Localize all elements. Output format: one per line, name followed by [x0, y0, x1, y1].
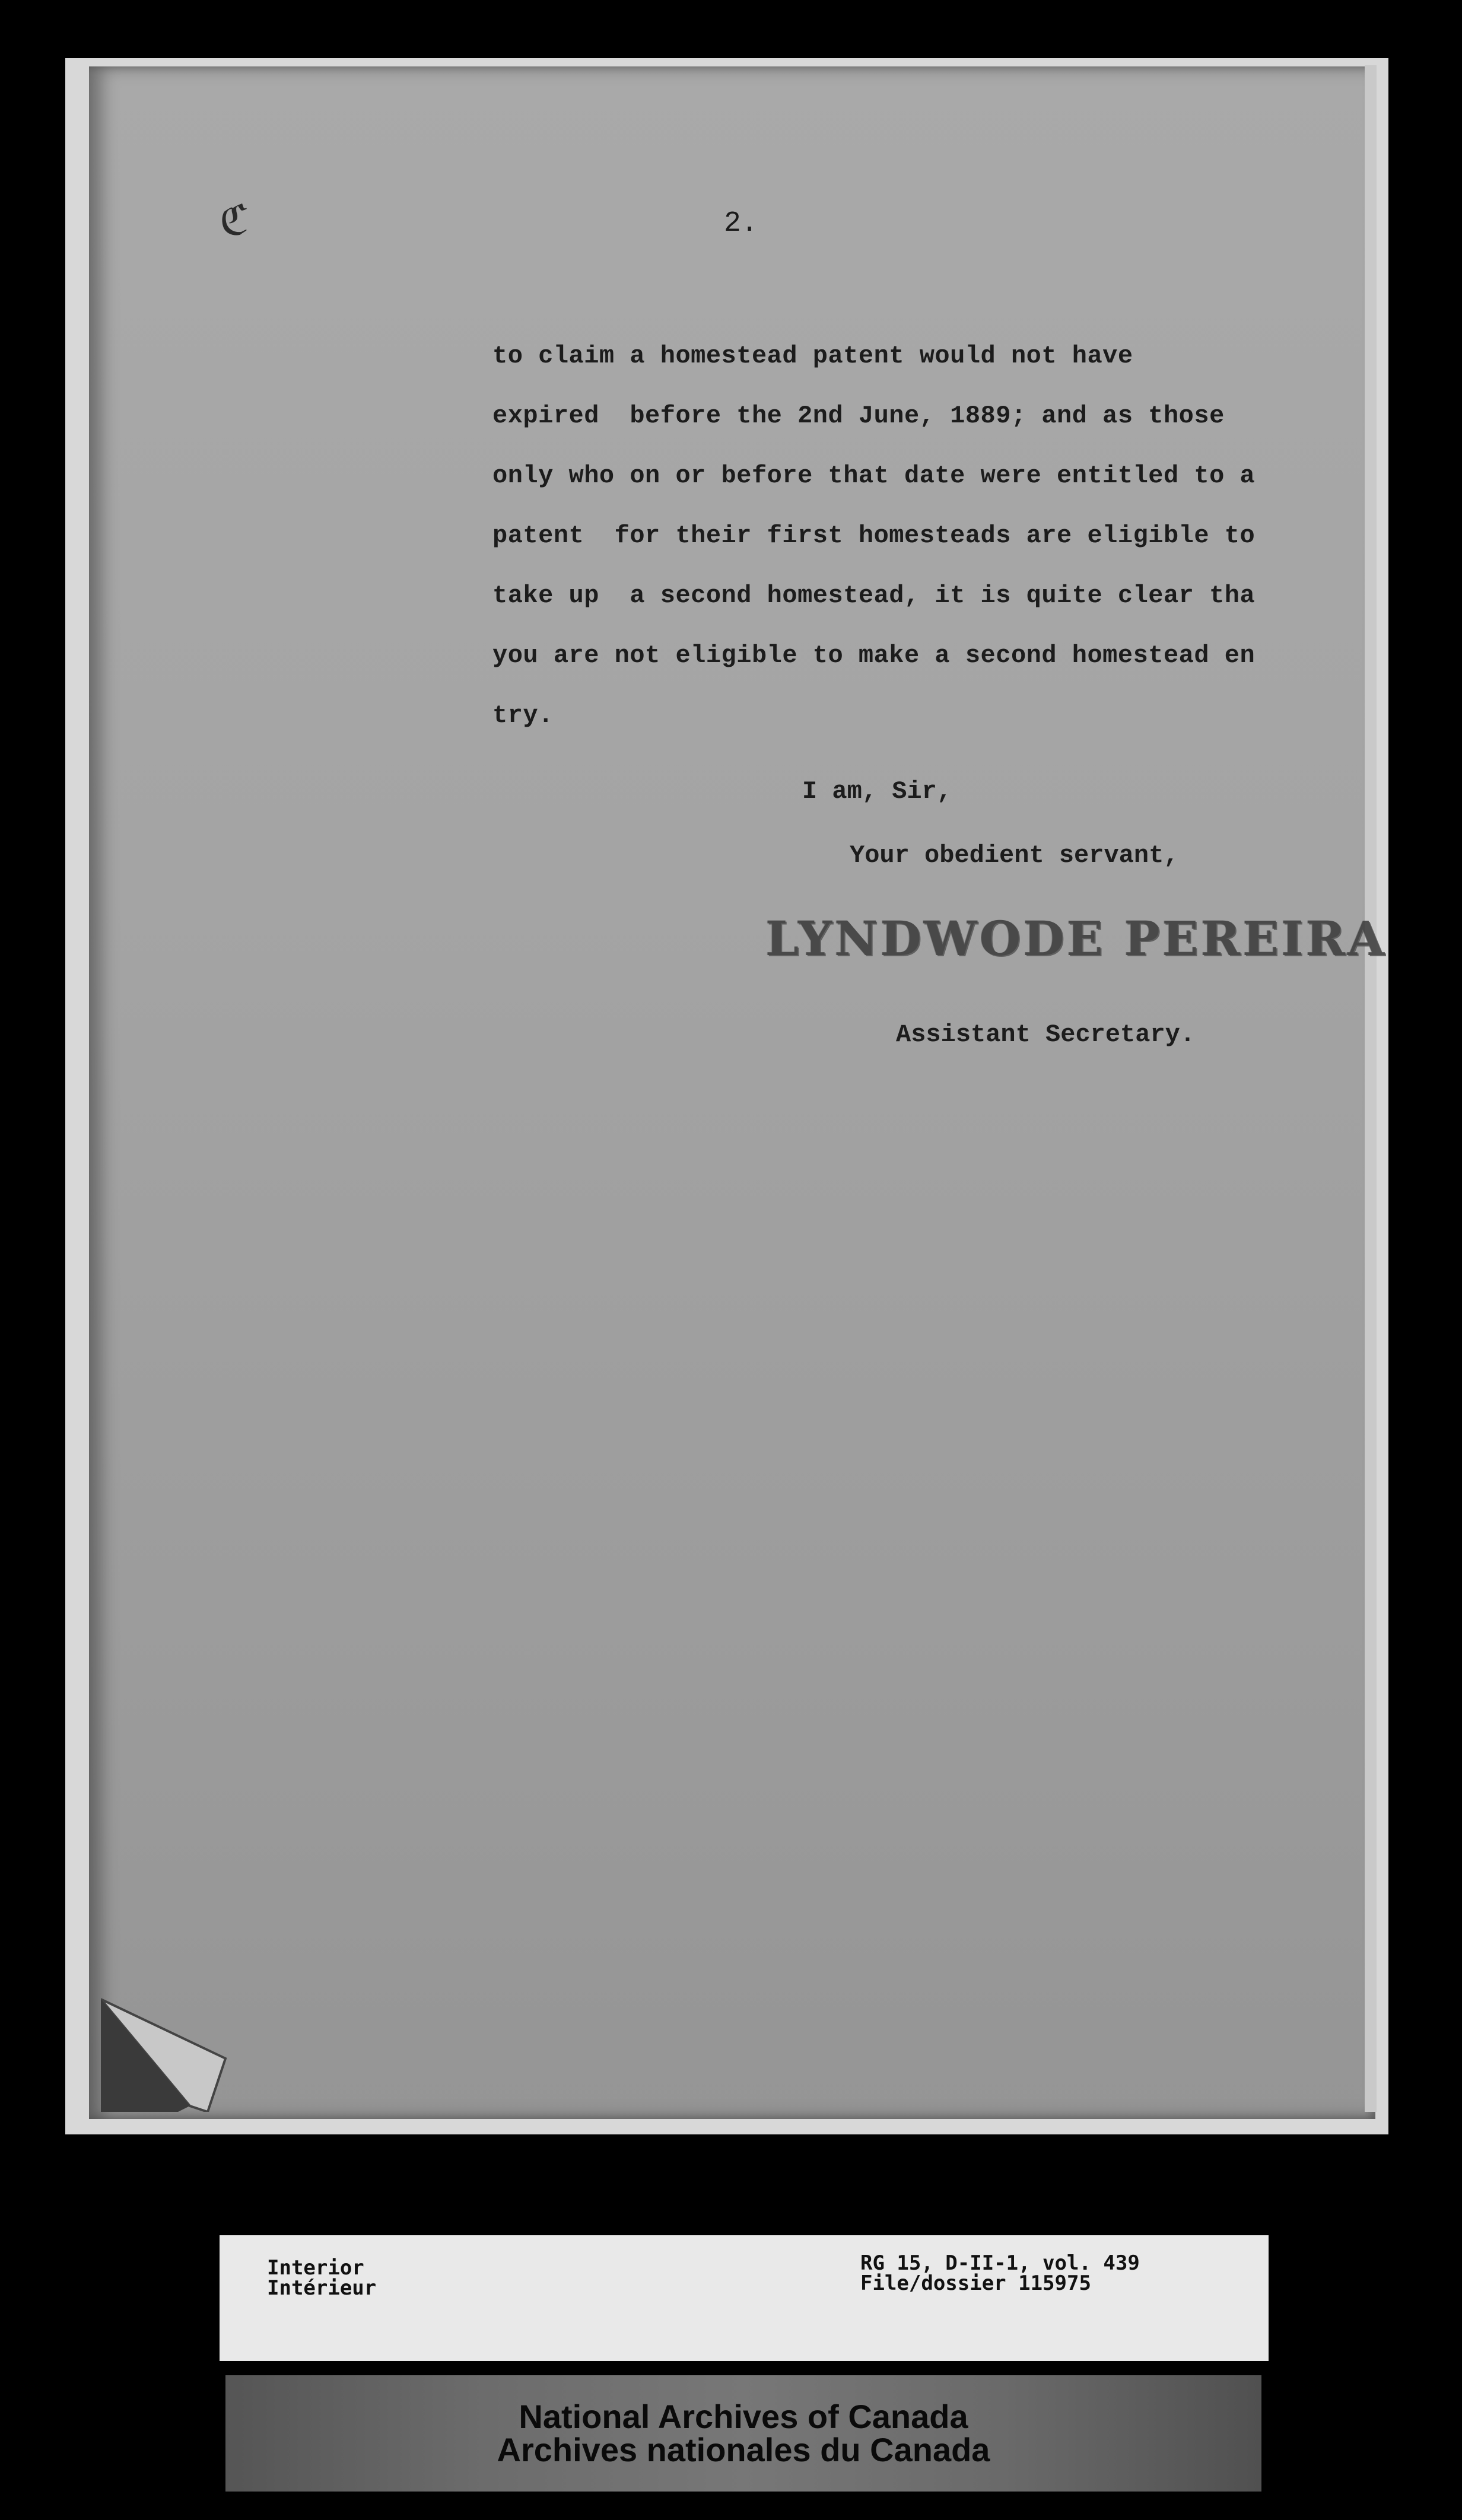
- folded-corner: [101, 1993, 237, 2112]
- file-reference: [860, 2253, 1140, 2293]
- body-line: only who on or before that date were entitled to a: [492, 462, 1256, 490]
- body-line: take up a second homestead, it is quite clear tha: [492, 581, 1256, 610]
- closing-valediction: Your obedient servant,: [850, 841, 1179, 870]
- archive-name-fr: Archives nationales du Canada: [497, 2431, 990, 2468]
- page-number: 2.: [724, 208, 758, 240]
- archive-footer-banner: [225, 2375, 1261, 2492]
- department-en: Interior: [267, 2256, 364, 2280]
- signature-title: Assistant Secretary.: [896, 1020, 1196, 1049]
- body-line: to claim a homestead patent would not have: [492, 342, 1133, 370]
- margin-mark: ℭ: [220, 201, 249, 247]
- record-group: RG 15, D-II-1, vol. 439: [860, 2251, 1140, 2275]
- body-line: try.: [492, 701, 554, 730]
- archive-name-en: National Archives of Canada: [519, 2398, 968, 2435]
- file-number: File/dossier 115975: [860, 2271, 1091, 2295]
- signature-stamp: LYNDWODE PEREIRA: [765, 911, 1387, 966]
- department-name: [267, 2258, 376, 2298]
- body-line: you are not eligible to make a second homestead en: [492, 641, 1256, 670]
- letter-body: [492, 326, 1323, 746]
- body-line: patent for their first homesteads are eligible to: [492, 521, 1256, 550]
- closing-salutation: I am, Sir,: [802, 777, 952, 806]
- department-fr: Intérieur: [267, 2276, 377, 2300]
- archive-reference-label: [220, 2235, 1269, 2361]
- body-line: expired before the 2nd June, 1889; and as those: [492, 402, 1225, 430]
- page-edge: [1365, 65, 1377, 2112]
